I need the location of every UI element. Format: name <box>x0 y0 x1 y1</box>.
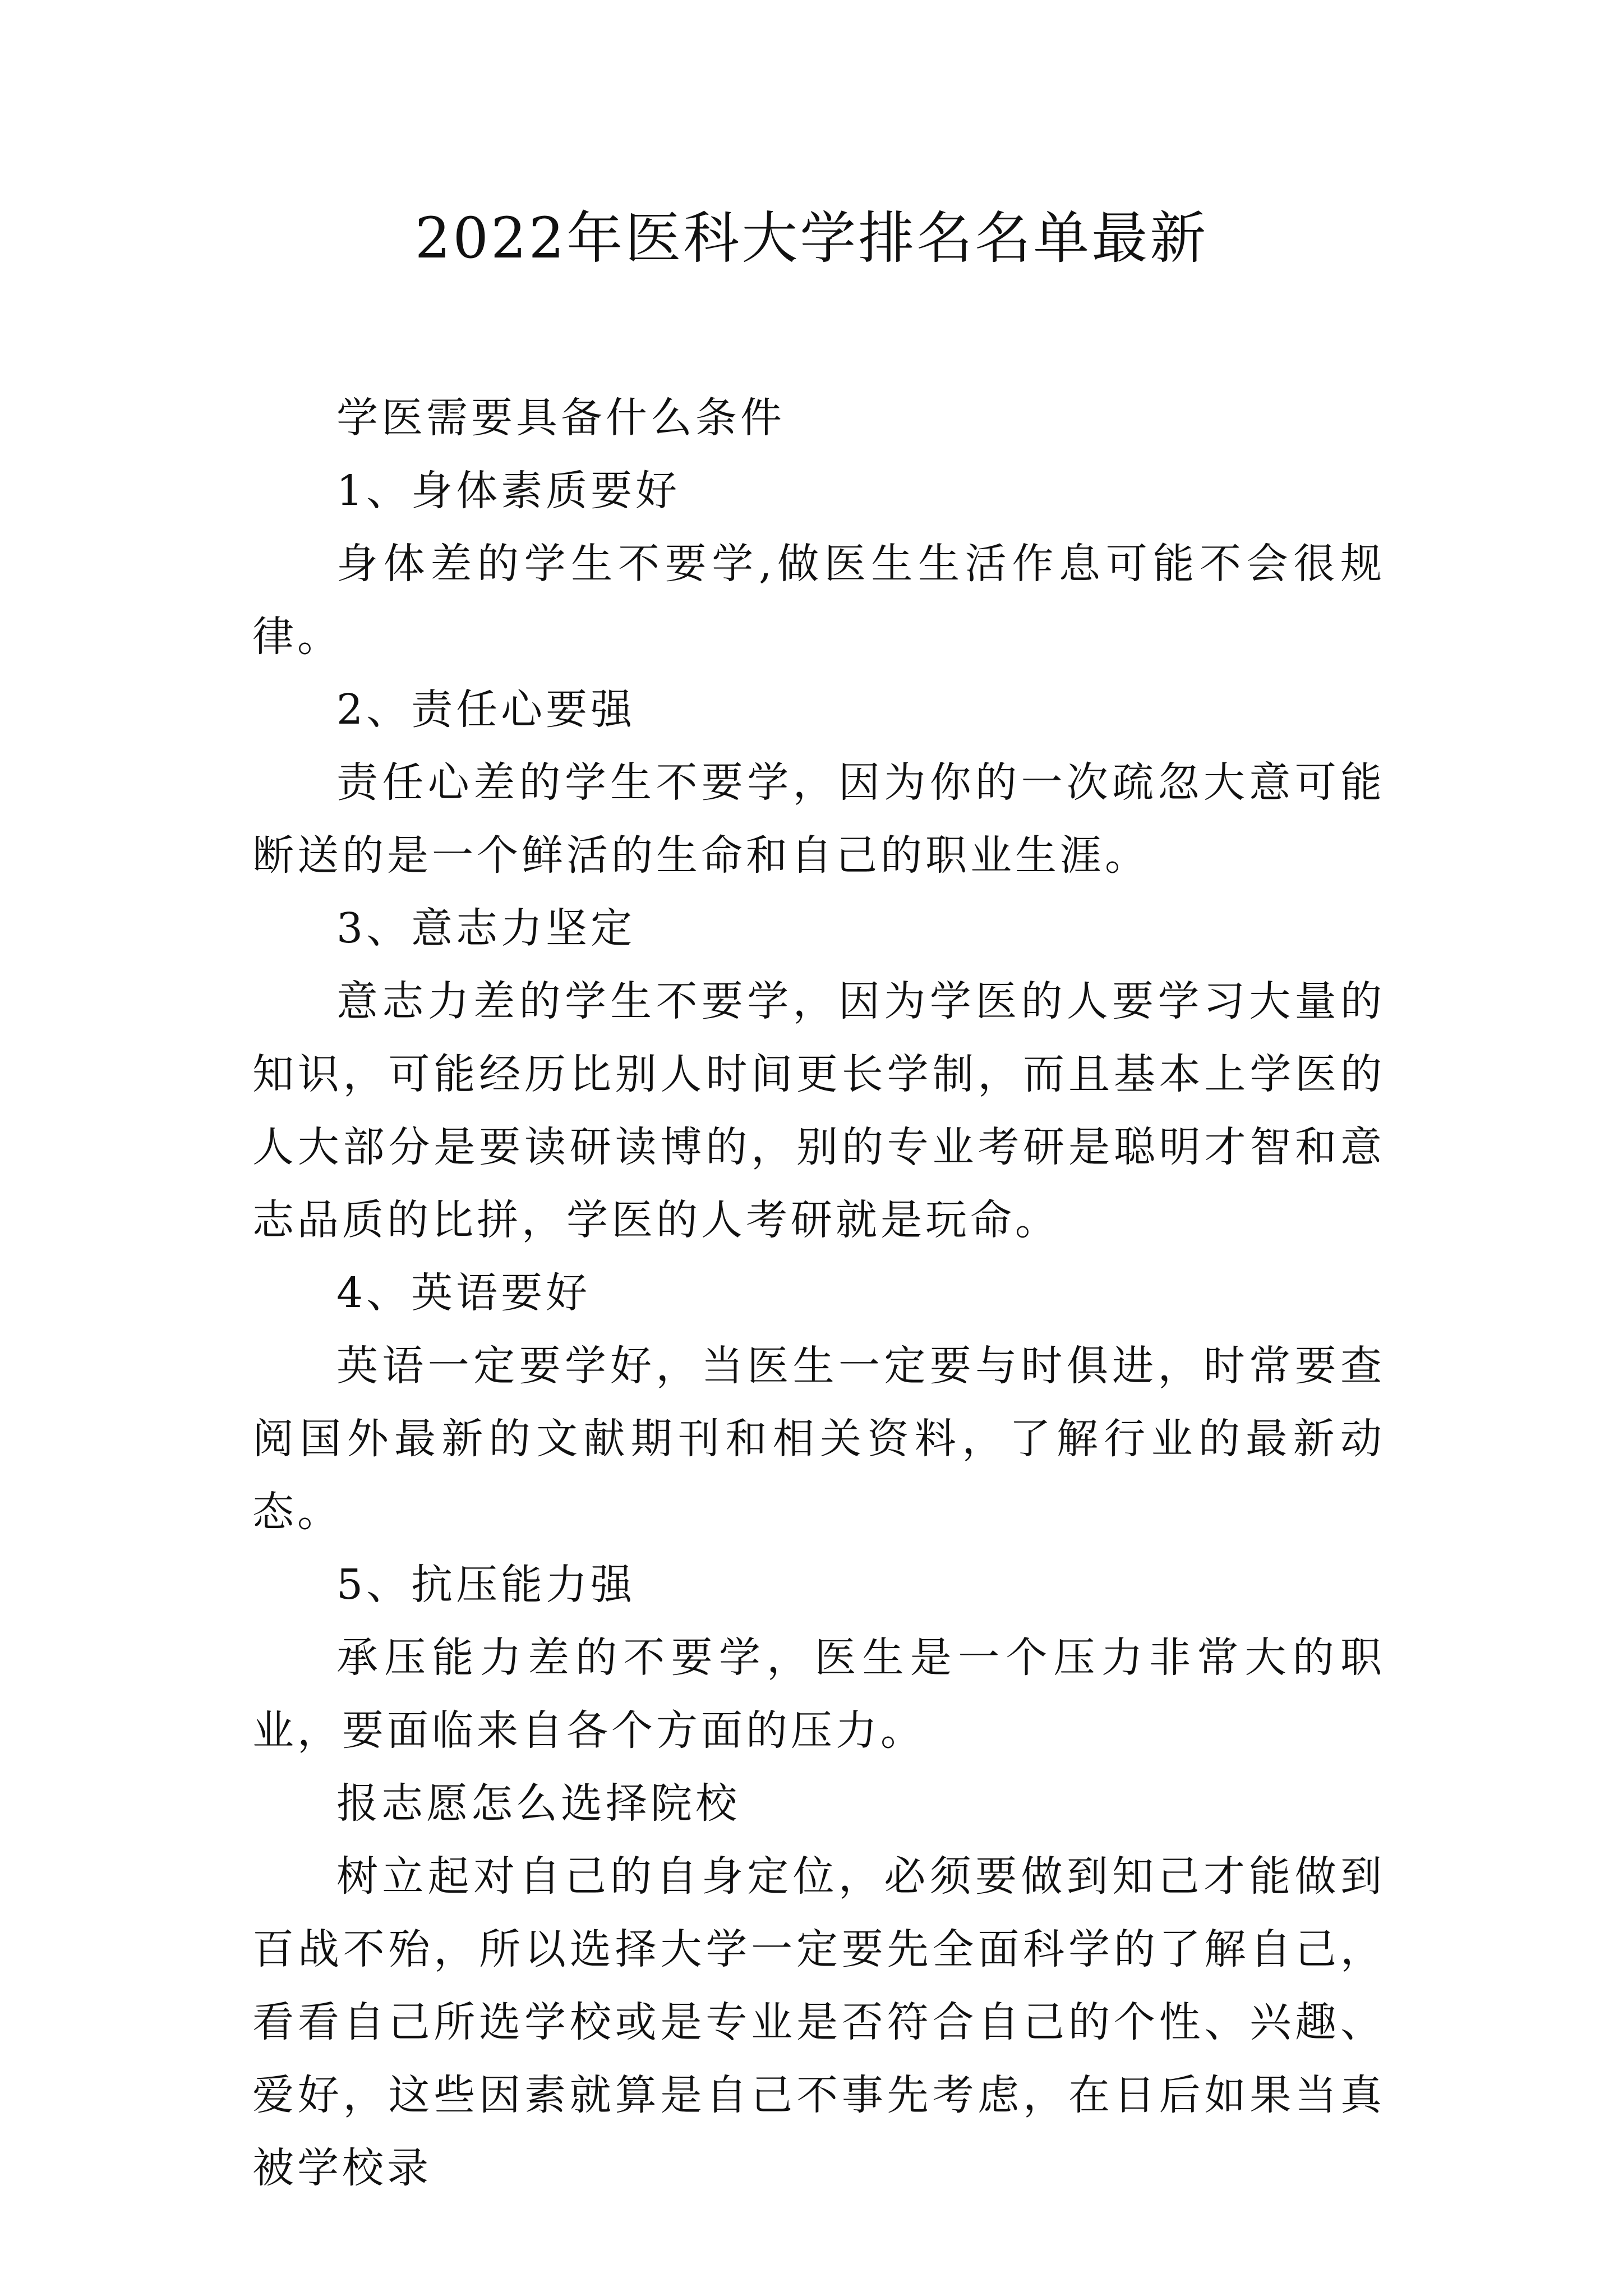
paragraph-heading-requirements: 学医需要具备什么条件 <box>336 394 785 442</box>
document-title: 2022年医科大学排名名单最新 <box>414 205 1209 271</box>
paragraph-item-2-heading: 2、责任心要强 <box>336 685 636 734</box>
paragraph-item-3-text: 意志力差的学生不要学，因为学医的人要学习大量的知识，可能经历比别人时间更长学制，而且基本上学医的人大部分是要读研读博的，别的专业考研是聪明才智和意志品质的比拼，学医的人考研就是玩命。 <box>252 977 1385 1244</box>
paragraph-school-choice-text: 树立起对自己的自身定位，必须要做到知己才能做到百战不殆，所以选择大学一定要先全面科学的了解自己，看看自己所选学校或是专业是否符合自己的个性、兴趣、爱好，这些因素就算是自己不事先考虑，在日后如果当真被学校录 <box>252 1852 1385 2192</box>
paragraph-item-1-heading: 1、身体素质要好 <box>336 467 681 515</box>
paragraph-item-4-heading: 4、英语要好 <box>336 1269 591 1317</box>
paragraph-item-4-text: 英语一定要学好，当医生一定要与时俱进，时常要查阅国外最新的文献期刊和相关资料，了解行业的最新动态。 <box>252 1342 1385 1536</box>
paragraph-heading-school-choice: 报志愿怎么选择院校 <box>336 1779 740 1828</box>
paragraph-item-2-text: 责任心差的学生不要学，因为你的一次疏忽大意可能断送的是一个鲜活的生命和自己的职业生涯。 <box>252 758 1385 880</box>
paragraph-item-3-heading: 3、意志力坚定 <box>336 904 636 953</box>
paragraph-item-5-heading: 5、抗压能力强 <box>336 1561 636 1609</box>
paragraph-item-1-text: 身体差的学生不要学,做医生生活作息可能不会很规律。 <box>252 540 1385 661</box>
document-body <box>252 381 1385 2205</box>
paragraph-item-5-text: 承压能力差的不要学，医生是一个压力非常大的职业，要面临来自各个方面的压力。 <box>252 1634 1385 1755</box>
